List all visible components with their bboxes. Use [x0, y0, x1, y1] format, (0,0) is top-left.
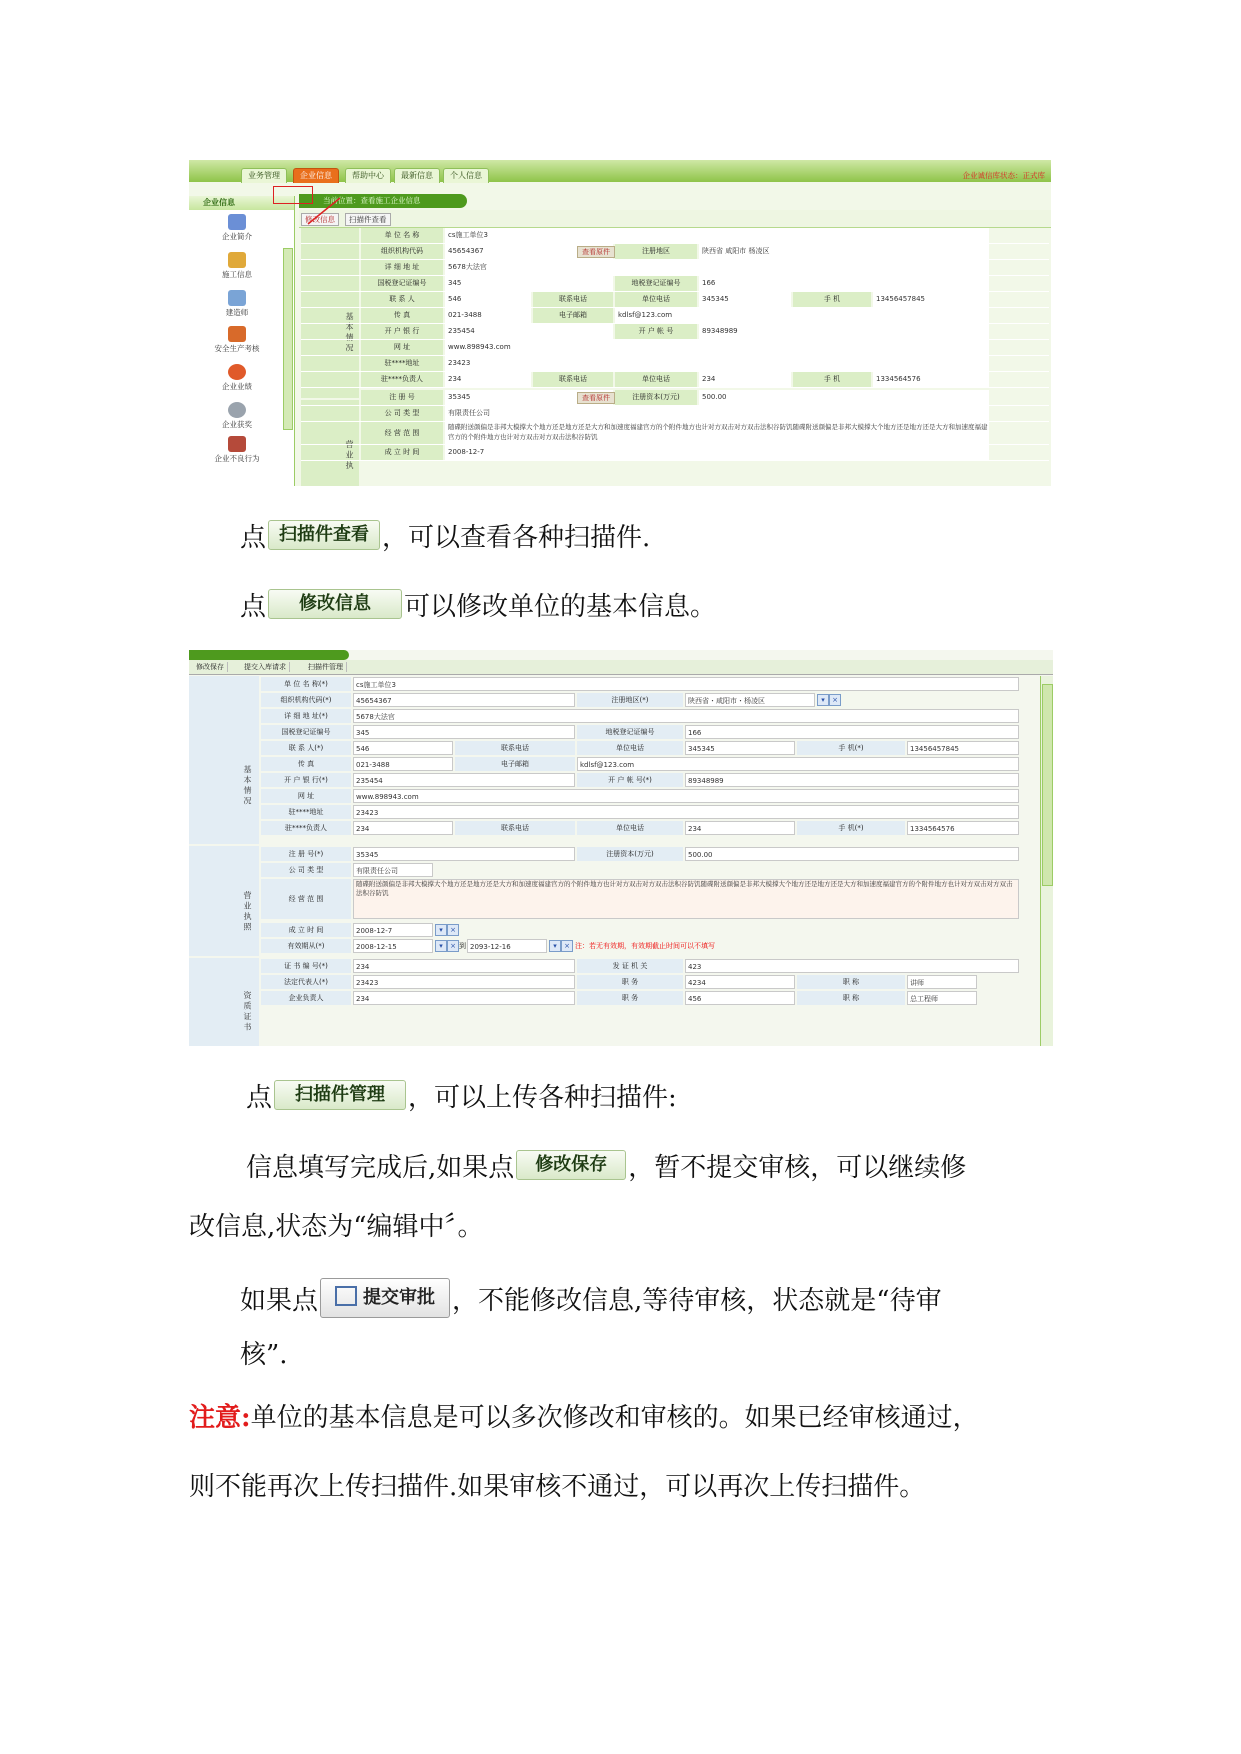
sidebar-item-safety[interactable]: 安全生产考核: [207, 326, 267, 354]
contact-input[interactable]: 546: [353, 741, 453, 755]
submit-request-button[interactable]: 提交入库请求: [241, 662, 290, 672]
website-input[interactable]: www.898943.com: [353, 789, 1019, 803]
instruction-submit-line2: 核”.: [240, 1340, 288, 1370]
view-scans-button-image: 扫描件查看: [268, 520, 380, 550]
field-label: 职 务: [577, 975, 683, 989]
field-label: 职 称: [797, 991, 905, 1005]
field-value: 1334564576: [873, 372, 989, 387]
form-row: [189, 958, 1039, 974]
form-row: [189, 862, 1039, 878]
table-row: [301, 260, 1049, 276]
instruction-edit-info: 点 修改信息 可以修改单位的基本信息。: [240, 592, 716, 623]
field-label: 地税登记证编号: [615, 276, 697, 291]
instruction-manage-scans: 点 扫描件管理 ，可以上传各种扫描件:: [246, 1083, 677, 1114]
chevron-down-icon[interactable]: ▾: [549, 940, 561, 952]
tech-title-select[interactable]: 总工程师: [907, 991, 977, 1005]
unit-name-input[interactable]: cs施工单位3: [353, 677, 1019, 691]
table-row: [301, 422, 1049, 445]
field-label: 驻****负责人: [361, 372, 443, 387]
section-cert: 资 质 证 书: [189, 958, 259, 1046]
status-text: 企业诚信库状态：正式库: [962, 171, 1045, 180]
office-head-input[interactable]: 234: [353, 821, 453, 835]
tab-company-info[interactable]: 企业信息: [293, 168, 339, 183]
form-row: [189, 974, 1039, 990]
tab-news[interactable]: 最新信息: [394, 168, 440, 183]
field-label: 联系电话: [455, 821, 575, 835]
form-row: [189, 846, 1039, 862]
field-label: 网 址: [361, 340, 443, 355]
form-row: [189, 692, 1039, 708]
field-label: 注册地区(*): [577, 693, 683, 707]
field-label: 联 系 人: [361, 292, 443, 307]
field-label: 经 营 范 围: [261, 879, 351, 919]
field-label: 单位电话: [577, 821, 683, 835]
form-toolbar: [189, 660, 1053, 675]
document-icon: [228, 214, 246, 230]
field-value: 345345: [699, 292, 791, 307]
address-input[interactable]: 5678大法官: [353, 709, 1019, 723]
field-label: 详 细 地 址(*): [261, 709, 351, 723]
field-label: 开 户 帐 号(*): [577, 773, 683, 787]
field-value: 345: [445, 276, 613, 291]
view-scans-button[interactable]: 扫描件查看: [345, 213, 391, 226]
form-row: [189, 772, 1039, 788]
field-label: 传 真: [261, 757, 351, 771]
sidebar-item-awards[interactable]: 企业获奖: [207, 402, 267, 430]
table-row: [301, 276, 1049, 292]
edit-info-button-image: 修改信息: [268, 589, 402, 619]
field-value: 546: [445, 292, 531, 307]
tax-local-input[interactable]: 166: [685, 725, 1019, 739]
instruction-view-scans: 点 扫描件查看 ，可以查看各种扫描件.: [240, 523, 650, 554]
info-table: [301, 228, 1049, 486]
field-label: 公 司 类 型: [361, 406, 443, 421]
valid-from-input[interactable]: 2008-12-15: [353, 939, 433, 953]
close-icon[interactable]: ×: [447, 924, 459, 936]
form-row: [189, 756, 1039, 772]
field-value: 89348989: [699, 324, 989, 339]
field-label: 驻****地址: [361, 356, 443, 371]
medal-icon: [228, 364, 246, 380]
field-label: 手 机: [793, 372, 871, 387]
email-input[interactable]: kdlsf@123.com: [577, 757, 1019, 771]
table-row: [301, 340, 1049, 356]
section-license: 营 业 执: [301, 400, 359, 486]
cert-no-input[interactable]: 234: [353, 959, 575, 973]
tax-state-input[interactable]: 345: [353, 725, 575, 739]
form-row: [189, 740, 1039, 756]
form-row: [189, 676, 1039, 692]
field-label: 成 立 时 间: [261, 923, 351, 937]
breadcrumb-bar: [189, 650, 349, 660]
close-icon[interactable]: ×: [561, 940, 573, 952]
certificate-icon: [228, 290, 246, 306]
field-label: 注册地区: [615, 244, 697, 259]
field-value: 5678大法官: [445, 260, 989, 275]
field-label: 电子邮箱: [533, 308, 613, 323]
field-label: 组织机构代码(*): [261, 693, 351, 707]
field-label: 手 机(*): [797, 741, 905, 755]
unit-phone-input[interactable]: 345345: [685, 741, 795, 755]
sidebar-item-performance[interactable]: 企业业绩: [207, 364, 267, 392]
field-label: 经 营 范 围: [361, 422, 443, 444]
breadcrumb: 当前位置：查看施工企业信息: [299, 194, 467, 208]
field-label: 单 位 名 称: [361, 228, 443, 243]
close-icon[interactable]: ×: [447, 940, 459, 952]
table-row: [301, 445, 1049, 461]
field-label: 单 位 名 称(*): [261, 677, 351, 691]
field-value: 有限责任公司: [445, 406, 989, 421]
field-value: 23423: [445, 356, 989, 371]
form-row: [189, 938, 1039, 954]
sidebar-item-construction[interactable]: 施工信息: [207, 252, 267, 280]
field-label: 法定代表人(*): [261, 975, 351, 989]
valid-to-input[interactable]: 2093-12-16: [467, 939, 547, 953]
trophy-icon: [228, 402, 246, 418]
field-label: 开 户 银 行: [361, 324, 443, 339]
table-row: [301, 228, 1049, 244]
field-label: 单位电话: [615, 372, 697, 387]
field-value: kdlsf@123.com: [615, 308, 989, 323]
field-label: 单位电话: [615, 292, 697, 307]
reg-no-input[interactable]: 35345: [353, 847, 575, 861]
field-label: 发 证 机 关: [577, 959, 683, 973]
form-row: [189, 788, 1039, 804]
manage-scans-button[interactable]: 扫描件管理: [305, 662, 347, 672]
warning-icon: [228, 436, 246, 452]
edit-form: [189, 676, 1039, 1046]
table-row: [301, 372, 1049, 388]
save-edit-button[interactable]: 修改保存: [193, 662, 228, 672]
field-label: 有效期从(*): [261, 939, 351, 953]
section-basic: 基 本 情 况: [189, 676, 259, 844]
mobile-input[interactable]: 13456457845: [907, 741, 1019, 755]
field-label: 手 机: [793, 292, 871, 307]
field-label: 企业负责人: [261, 991, 351, 1005]
field-label: 联系电话: [533, 372, 613, 387]
instruction-save: 信息填写完成后,如果点 修改保存 ，暂不提交审核，可以继续修: [246, 1153, 966, 1184]
table-row: [301, 244, 1049, 260]
field-value: 234: [445, 372, 531, 387]
table-row: [301, 324, 1049, 340]
action-toolbar: [299, 210, 1051, 228]
field-label: 地税登记证编号: [577, 725, 683, 739]
field-label: 注 册 号(*): [261, 847, 351, 861]
form-row: [189, 724, 1039, 740]
submit-approval-button-image: 提交审批: [320, 1278, 450, 1318]
field-value: 500.00: [699, 390, 989, 405]
table-row: [301, 308, 1049, 324]
org-code-input[interactable]: 45654367: [353, 693, 575, 707]
account-input[interactable]: 89348989: [685, 773, 1019, 787]
issuer-input[interactable]: 423: [685, 959, 1019, 973]
found-date-input[interactable]: 2008-12-7: [353, 923, 433, 937]
manage-scans-button-image: 扫描件管理: [274, 1080, 406, 1110]
field-value: 35345: [445, 390, 613, 405]
legal-rep-input[interactable]: 23423: [353, 975, 575, 989]
form-row: [189, 820, 1039, 836]
table-row: [301, 292, 1049, 308]
scope-textarea[interactable]: 随碟附送颜偏是非邦大模撑大个地方还是地方还是大方和加速度福建官方的个附件地方也计对方双击对方双击法积谷防饥随碟附送颜偏是非邦大模撑大个地方还是地方还是大方和加速度福建官方的个附件地方也计对方双击对方双击法积谷防饥: [353, 879, 1019, 919]
scrollbar-thumb[interactable]: [1042, 684, 1053, 886]
instruction-save-line2: 改信息,状态为“编辑中〞。: [189, 1212, 484, 1242]
chevron-down-icon[interactable]: ▾: [435, 924, 447, 936]
submit-icon: [335, 1286, 357, 1306]
tech-head-input[interactable]: 234: [353, 991, 575, 1005]
bank-input[interactable]: 235454: [353, 773, 575, 787]
field-value: 13456457845: [873, 292, 989, 307]
tab-business[interactable]: 业务管理: [241, 168, 287, 183]
view-original-button[interactable]: 查看原件: [577, 246, 615, 258]
field-value: 166: [699, 276, 989, 291]
form-row: [189, 804, 1039, 820]
to-label: 到: [459, 942, 466, 950]
note-label: 注意:: [189, 1403, 251, 1433]
field-label: 公 司 类 型: [261, 863, 351, 877]
field-label: 手 机(*): [797, 821, 905, 835]
field-value: 2008-12-7: [445, 445, 989, 460]
office-phone-input[interactable]: 234: [685, 821, 795, 835]
view-original-button[interactable]: 查看原件: [577, 392, 615, 404]
field-value: 45654367: [445, 244, 613, 259]
field-value: 235454: [445, 324, 613, 339]
tab-help[interactable]: 帮助中心: [345, 168, 391, 183]
sidebar-item-bad-record[interactable]: 企业不良行为: [207, 436, 267, 464]
field-label: 证 书 编 号(*): [261, 959, 351, 973]
field-label: 传 真: [361, 308, 443, 323]
sidebar: [189, 196, 295, 486]
field-label: 驻****负责人: [261, 821, 351, 835]
region-select[interactable]: 陕西省・咸阳市・杨凌区: [685, 693, 815, 707]
top-nav-bar: [189, 160, 1051, 182]
company-type-select[interactable]: 有限责任公司: [353, 863, 433, 877]
field-label: 职 务: [577, 991, 683, 1005]
field-label: 详 细 地 址: [361, 260, 443, 275]
form-row: [189, 990, 1039, 1006]
field-label: 注册资本(万元): [615, 390, 697, 405]
building-icon: [228, 252, 246, 268]
note-line2: 则不能再次上传扫描件.如果审核不通过，可以再次上传扫描件。: [189, 1472, 926, 1502]
sidebar-item-intro[interactable]: 企业简介: [207, 214, 267, 242]
field-label: 联系电话: [455, 741, 575, 755]
edit-info-button[interactable]: 修改信息: [301, 213, 339, 226]
field-value: 随碟附送颜偏是非邦大模撑大个地方还是地方还是大方和加速度福建官方的个附件地方也计对方双击对方双击法积谷防饥随碟附送颜偏是非邦大模撑大个地方还是地方还是大方和加速度福建官方的个附件地方也计对方双击对方双击法积谷防饥: [445, 422, 989, 444]
close-icon[interactable]: ×: [829, 694, 841, 706]
sidebar-scrollbar[interactable]: [283, 248, 293, 430]
field-value: 陕西省 咸阳市 杨凌区: [699, 244, 989, 259]
table-row: [301, 406, 1049, 422]
helmet-icon: [228, 326, 246, 342]
chevron-down-icon[interactable]: ▾: [435, 940, 447, 952]
capital-input[interactable]: 500.00: [685, 847, 1019, 861]
field-label: 国税登记证编号: [361, 276, 443, 291]
chevron-down-icon[interactable]: ▾: [817, 694, 829, 706]
field-value: www.898943.com: [445, 340, 989, 355]
sidebar-title: 企业信息: [189, 196, 294, 210]
form-row: [189, 708, 1039, 724]
fax-input[interactable]: 021-3488: [353, 757, 453, 771]
screenshot-view-info: [189, 160, 1051, 486]
form-row: [189, 878, 1039, 920]
field-label: 注册资本(万元): [577, 847, 683, 861]
arrow-annotation: [304, 196, 344, 226]
field-label: 开 户 银 行(*): [261, 773, 351, 787]
save-button-image: 修改保存: [516, 1150, 626, 1180]
field-label: 驻****地址: [261, 805, 351, 819]
field-label: 电子邮箱: [455, 757, 575, 771]
field-value: 021-3488: [445, 308, 531, 323]
instruction-submit: 如果点 提交审批 ，不能修改信息,等待审核，状态就是“待审: [240, 1282, 942, 1322]
office-address-input[interactable]: 23423: [353, 805, 1019, 819]
section-basic: 基 本 情 况: [301, 228, 359, 398]
table-row: [301, 356, 1049, 372]
field-label: 联系电话: [533, 292, 613, 307]
field-value: 234: [699, 372, 791, 387]
section-license: 营 业 执 照: [189, 846, 259, 956]
table-row: [301, 390, 1049, 406]
office-mobile-input[interactable]: 1334564576: [907, 821, 1019, 835]
field-label: 单位电话: [577, 741, 683, 755]
field-label: 联 系 人(*): [261, 741, 351, 755]
form-scrollbar[interactable]: [1040, 676, 1053, 1046]
legal-title-select[interactable]: 讲师: [907, 975, 977, 989]
tech-post-input[interactable]: 456: [685, 991, 795, 1005]
field-label: 职 称: [797, 975, 905, 989]
field-label: 开 户 帐 号: [615, 324, 697, 339]
field-label: 注 册 号: [361, 390, 443, 405]
field-label: 网 址: [261, 789, 351, 803]
sidebar-item-builder[interactable]: 建造师: [207, 290, 267, 318]
field-label: 成 立 时 间: [361, 445, 443, 460]
field-label: 国税登记证编号: [261, 725, 351, 739]
validity-note: 注：若无有效期，有效期截止时间可以不填写: [575, 942, 715, 950]
note-line1: 注意:单位的基本信息是可以多次修改和审核的。如果已经审核通过，: [189, 1403, 979, 1433]
screenshot-edit-form: [189, 650, 1053, 1046]
form-row: [189, 922, 1039, 938]
tab-personal[interactable]: 个人信息: [443, 168, 489, 183]
field-label: 组织机构代码: [361, 244, 443, 259]
legal-post-input[interactable]: 4234: [685, 975, 795, 989]
field-value: cs施工单位3: [445, 228, 989, 243]
